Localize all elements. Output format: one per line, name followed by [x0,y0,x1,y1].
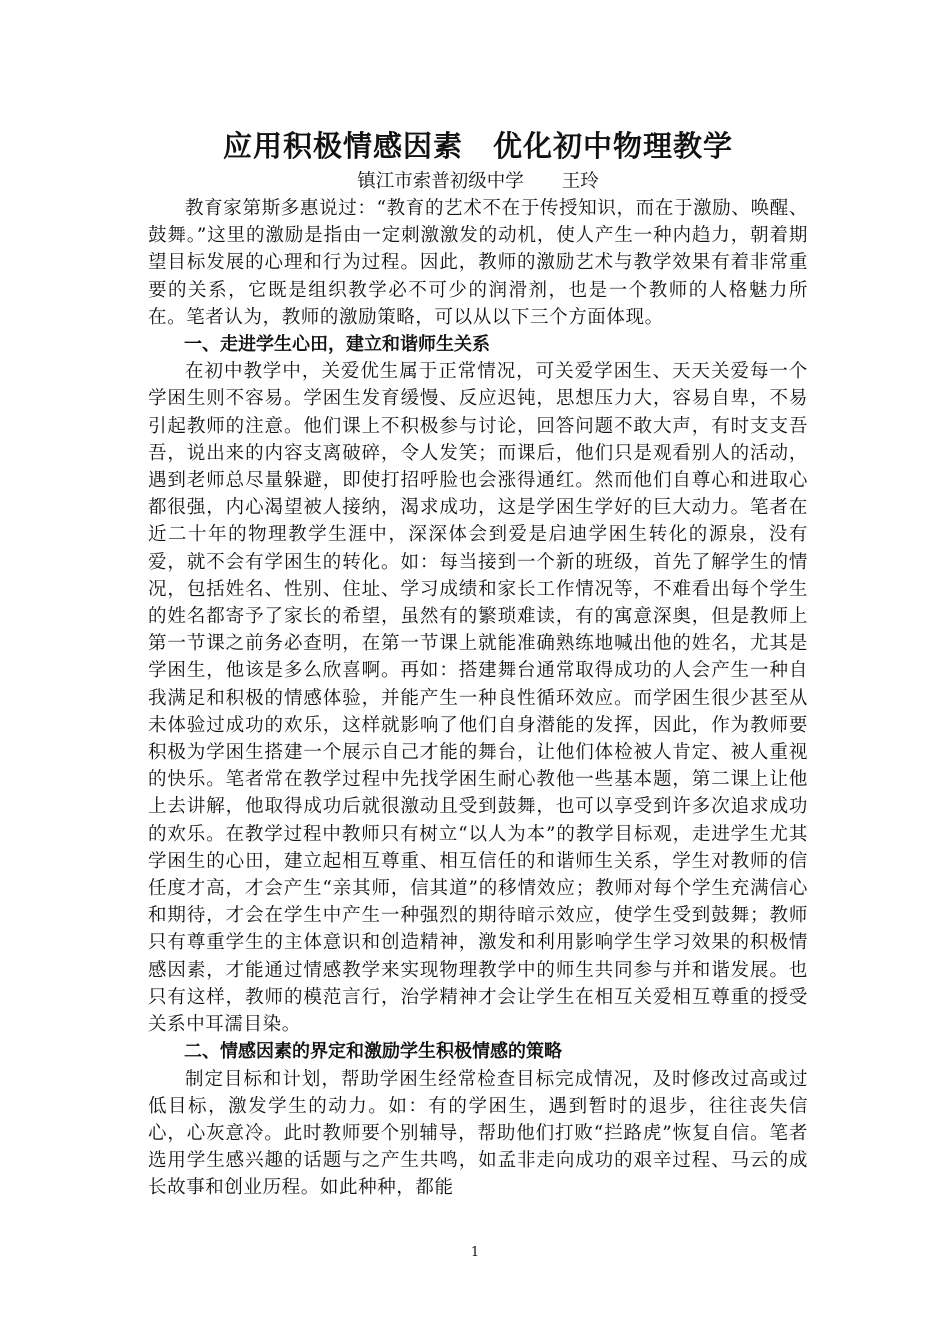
section-1-heading: 一、走进学生心田，建立和谐师生关系 [184,334,490,356]
section-2-paragraph: 制定目标和计划，帮助学困生经常检查目标完成情况，及时修改过高或过低目标，激发学生的动力。如：有的学困生，遇到暂时的退步，往往丧失信心，心灰意冷。此时教师要个别辅导，帮助他们打败“拦路虎”恢复自信。笔者选用学生感兴趣的话题与之产生共鸣，如孟非走向成功的艰辛过程、马云的成长故事和创业历程。如此种种，都能 [148,1068,808,1199]
school-name: 镇江市索普初级中学 [357,171,524,192]
intro-paragraph: 教育家第斯多惠说过：“教育的艺术不在于传授知识，而在于激励、唤醒、鼓舞。”这里的激励是指由一定刺激激发的动机，使人产生一种内趋力，朝着期望目标发展的心理和行为过程。因此，教师的激励艺术与教学效果有着非常重要的关系，它既是组织教学必不可少的润滑剂，也是一个教师的人格魅力所在。笔者认为，教师的激励策略，可以从以下三个方面体现。 [148,198,808,328]
page-number: 1 [470,1245,480,1260]
section-1-paragraph: 在初中教学中，关爱优生属于正常情况，可关爱学困生、天天关爱每一个学困生则不容易。学困生发育缓慢、反应迟钝，思想压力大，容易自卑，不易引起教师的注意。他们课上不积极参与讨论，回答问题不敢大声，有时支支吾吾，说出来的内容支离破碎，令人发笑；而课后，他们只是观看别人的活动，遇到老师总尽量躲避，即使打招呼脸也会涨得通红。然而他们自尊心和进取心都很强，内心渴望被人接纳，渴求成功，这是学困生学好的巨大动力。笔者在近二十年的物理教学生涯中，深深体会到爱是启迪学困生转化的源泉，没有爱，就不会有学困生的转化。如：每当接到一个新的班级，首先了解学生的情况，包括姓名、性别、住址、学习成绩和家长工作情况等，不难看出每个学生的姓名都寄予了家长的希望，虽然有的繁琐难读，有的寓意深奥，但是教师上第一节课之前务必查明，在第一节课上就能准确熟练地喊出他的姓名，尤其是学困生，他该是多么欣喜啊。再如：搭建舞台通常取得成功的人会产生一种自我满足和积极的情感体验，并能产生一种良性循环效应。而学困生很少甚至从未体验过成功的欢乐，这样就影响了他们自身潜能的发挥，因此，作为教师要积极为学困生搭建一个展示自己才能的舞台，让他们体检被人肯定、被人重视的快乐。笔者常在教学过程中先找学困生耐心教他一些基本题，第二课上让他上去讲解，他取得成功后就很激动且受到鼓舞，也可以享受到许多次追求成功的欢乐。在教学过程中教师只有树立“以人为本”的教学目标观，走进学生尤其学困生的心田，建立起相互尊重、相互信任的和谐师生关系，学生对教师的信任度才高，才会产生“亲其师，信其道”的移情效应；教师对每个学生充满信心和期待，才会在学生中产生一种强烈的期待暗示效应，使学生受到鼓舞；教师只有尊重学生的主体意识和创造精神，激发和利用影响学生学习效果的积极情感因素，才能通过情感教学来实现物理教学中的师生共同参与并和谐发展。也只有这样，教师的模范言行，治学精神才会让学生在相互关爱相互尊重的授受关系中耳濡目染。 [148,361,808,1036]
section-2-heading: 二、情感因素的界定和激励学生积极情感的策略 [184,1041,562,1063]
document-title [148,124,808,168]
document-page [148,124,808,1202]
author-name: 王玲 [561,171,599,192]
title-part-1: 应用积极情感因素 [222,129,463,163]
title-part-2: 优化初中物理教学 [493,129,734,163]
byline [148,168,808,195]
